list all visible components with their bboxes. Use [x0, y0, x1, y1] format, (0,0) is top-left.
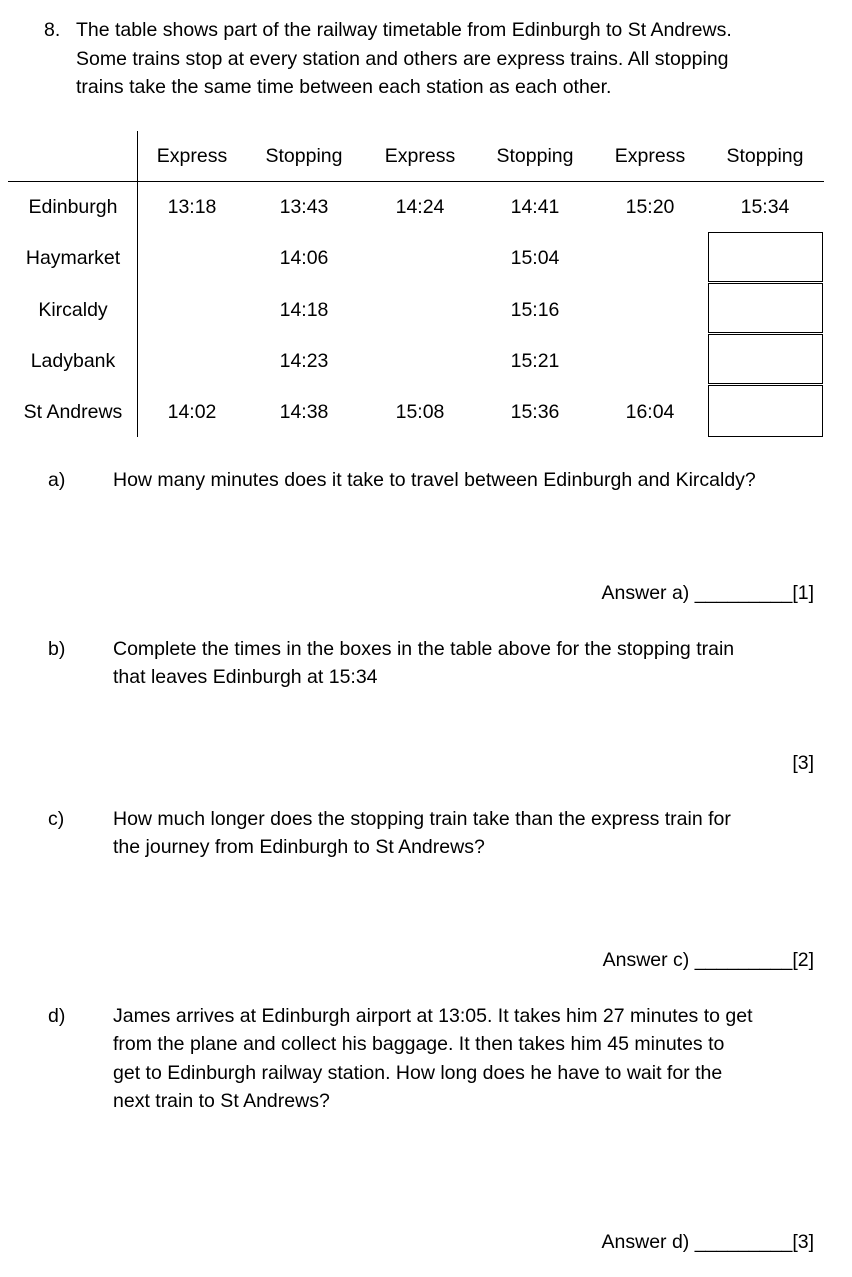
time-cell: 15:04	[510, 247, 560, 269]
intro-line-2: Some trains stop at every station and others are express trains. All stopping	[76, 48, 729, 70]
intro-line-1: The table shows part of the railway timetable from Edinburgh to St Andrews.	[76, 19, 732, 41]
time-cell: 15:20	[625, 196, 675, 218]
answer-box-st-andrews[interactable]	[708, 385, 823, 437]
time-cell: 14:02	[167, 401, 217, 423]
part-d-text-1: James arrives at Edinburgh airport at 13:05. It takes him 27 minutes to get	[113, 1005, 753, 1027]
part-c-label: c)	[48, 808, 65, 830]
part-b-text-2: that leaves Edinburgh at 15:34	[113, 666, 378, 688]
part-d-label: d)	[48, 1005, 66, 1027]
answer-d-line[interactable]: Answer d) _________[3]	[601, 1231, 814, 1253]
time-cell: 14:23	[279, 350, 329, 372]
time-cell: 14:38	[279, 401, 329, 423]
answer-box-haymarket[interactable]	[708, 232, 823, 282]
time-cell: 15:08	[395, 401, 445, 423]
station-label: Ladybank	[30, 350, 116, 372]
part-b-label: b)	[48, 638, 66, 660]
time-cell: 13:18	[167, 196, 217, 218]
time-cell: 14:24	[395, 196, 445, 218]
time-cell: 13:43	[279, 196, 329, 218]
part-d-text-3: get to Edinburgh railway station. How long does he have to wait for the	[113, 1062, 723, 1084]
answer-a-line[interactable]: Answer a) _________[1]	[601, 582, 814, 604]
station-label: Edinburgh	[28, 196, 118, 218]
station-label: St Andrews	[23, 401, 123, 423]
answer-c-line[interactable]: Answer c) _________[2]	[602, 949, 814, 971]
time-cell: 15:34	[740, 196, 790, 218]
station-label: Haymarket	[25, 247, 121, 269]
time-cell: 15:36	[510, 401, 560, 423]
part-d-text-2: from the plane and collect his baggage. It then takes him 45 minutes to	[113, 1033, 725, 1055]
answer-box-ladybank[interactable]	[708, 334, 823, 384]
table-divider-horizontal	[8, 181, 824, 182]
part-b-text-1: Complete the times in the boxes in the table above for the stopping train	[113, 638, 735, 660]
question-number: 8.	[44, 19, 61, 41]
part-b-marks: [3]	[792, 752, 814, 774]
part-d-text-4: next train to St Andrews?	[113, 1090, 330, 1112]
table-divider-vertical	[137, 131, 138, 437]
column-header: Express	[156, 145, 228, 167]
intro-line-3: trains take the same time between each station as each other.	[76, 76, 612, 98]
time-cell: 16:04	[625, 401, 675, 423]
station-label: Kircaldy	[38, 299, 108, 321]
time-cell: 15:21	[510, 350, 560, 372]
part-a-label: a)	[48, 469, 66, 491]
column-header: Stopping	[726, 145, 804, 167]
answer-box-kircaldy[interactable]	[708, 283, 823, 333]
part-c-text-2: the journey from Edinburgh to St Andrews?	[113, 836, 485, 858]
column-header: Stopping	[265, 145, 343, 167]
time-cell: 14:41	[510, 196, 560, 218]
column-header: Stopping	[496, 145, 574, 167]
part-a-text: How many minutes does it take to travel between Edinburgh and Kircaldy?	[113, 469, 756, 491]
column-header: Express	[614, 145, 686, 167]
time-cell: 14:06	[279, 247, 329, 269]
part-c-text-1: How much longer does the stopping train take than the express train for	[113, 808, 731, 830]
time-cell: 15:16	[510, 299, 560, 321]
column-header: Express	[384, 145, 456, 167]
time-cell: 14:18	[279, 299, 329, 321]
